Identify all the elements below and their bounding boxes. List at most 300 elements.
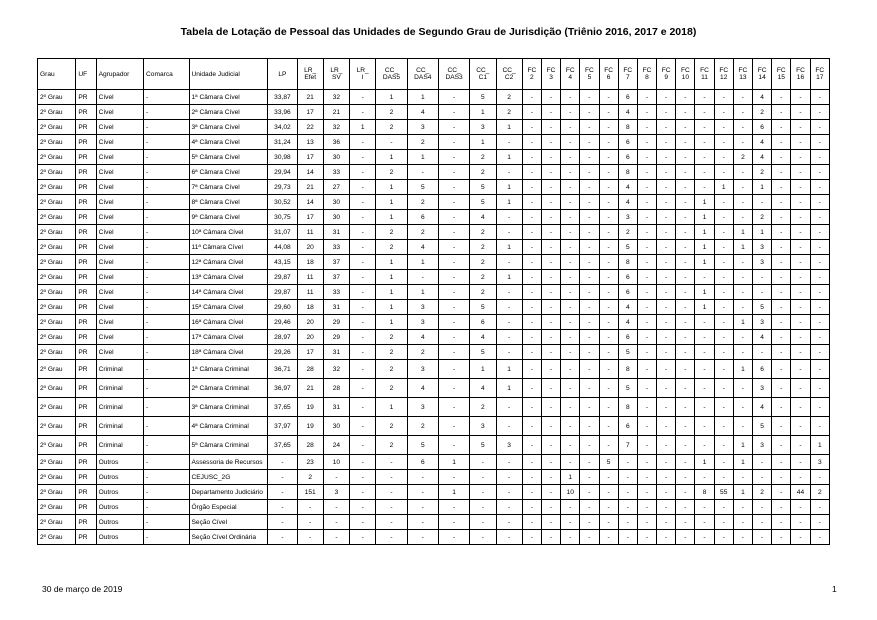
table-cell: -	[695, 120, 714, 135]
table-cell: 2	[753, 105, 772, 120]
table-cell: -	[810, 135, 829, 150]
column-header	[522, 59, 541, 90]
table-cell: 5	[407, 436, 438, 455]
table-cell: -	[522, 417, 541, 436]
table-cell: 1	[695, 255, 714, 270]
table-cell: 1	[695, 285, 714, 300]
table-cell: -	[637, 515, 656, 530]
table-cell: 31,07	[268, 225, 297, 240]
table-cell: 32	[323, 120, 349, 135]
table-cell: -	[810, 500, 829, 515]
table-cell: 3	[753, 240, 772, 255]
table-cell: -	[733, 470, 752, 485]
table-cell: -	[637, 345, 656, 360]
table-cell: -	[350, 455, 376, 470]
table-cell: 29	[323, 315, 349, 330]
table-cell: 1	[407, 285, 438, 300]
table-cell: PR	[76, 530, 96, 545]
table-cell: -	[350, 180, 376, 195]
table-cell: 17	[297, 345, 323, 360]
table-cell: -	[376, 500, 407, 515]
table-cell: 5	[470, 345, 496, 360]
table-cell: -	[350, 210, 376, 225]
table-cell: -	[561, 90, 580, 105]
table-cell: -	[496, 135, 522, 150]
table-cell: -	[676, 180, 695, 195]
table-cell: 5	[618, 345, 637, 360]
column-header-text: FC	[738, 67, 748, 74]
table-cell: -	[676, 300, 695, 315]
table-cell: 1	[496, 270, 522, 285]
table-cell: PR	[76, 150, 96, 165]
table-cell: -	[522, 180, 541, 195]
table-cell: PR	[76, 485, 96, 500]
table-cell: PR	[76, 195, 96, 210]
table-cell: -	[438, 436, 469, 455]
table-cell: -	[350, 417, 376, 436]
column-header-text: FC	[661, 67, 671, 74]
column-header	[38, 59, 76, 90]
table-cell: 2	[470, 270, 496, 285]
table-cell: -	[714, 150, 733, 165]
table-cell: -	[350, 255, 376, 270]
column-header-text: FC	[757, 67, 767, 74]
table-cell: -	[268, 515, 297, 530]
table-cell: 6	[618, 150, 637, 165]
table-cell: 2º Grau	[38, 180, 76, 195]
table-cell: -	[810, 270, 829, 285]
table-cell: 1	[438, 455, 469, 470]
table-cell: 1	[733, 485, 752, 500]
table-cell: -	[637, 455, 656, 470]
table-cell: 44,08	[268, 240, 297, 255]
table-cell: -	[541, 398, 560, 417]
table-cell: -	[714, 515, 733, 530]
table-cell: 30	[323, 210, 349, 225]
table-cell: -	[438, 315, 469, 330]
table-cell: 8	[618, 120, 637, 135]
table-row	[38, 270, 830, 285]
table-cell: -	[350, 90, 376, 105]
table-cell: 3	[407, 315, 438, 330]
table-cell: -	[714, 255, 733, 270]
table-cell: 5	[407, 180, 438, 195]
table-cell: 33	[323, 165, 349, 180]
table-cell: -	[541, 150, 560, 165]
table-cell: -	[791, 436, 810, 455]
table-cell: -	[561, 515, 580, 530]
column-header-text: FC	[623, 67, 633, 74]
table-cell: 6	[618, 417, 637, 436]
table-cell: 29,73	[268, 180, 297, 195]
table-cell: -	[350, 105, 376, 120]
table-cell: 5	[753, 300, 772, 315]
table-cell: 2º Grau	[38, 398, 76, 417]
table-cell: 2º Grau	[38, 345, 76, 360]
table-cell: 2	[496, 90, 522, 105]
table-cell: -	[144, 135, 189, 150]
table-cell: -	[522, 300, 541, 315]
table-cell: -	[144, 515, 189, 530]
table-cell: -	[810, 345, 829, 360]
column-header-text: Unidade Judicial	[191, 70, 240, 78]
table-cell: 5	[618, 240, 637, 255]
table-cell: -	[714, 315, 733, 330]
table-row	[38, 500, 830, 515]
column-header-text: FC	[815, 67, 825, 74]
column-header-text: 14	[758, 74, 766, 81]
table-cell: 1	[733, 360, 752, 379]
table-cell: -	[676, 345, 695, 360]
table-cell: 4	[470, 379, 496, 398]
table-cell: -	[599, 398, 618, 417]
table-cell: 10	[561, 485, 580, 500]
table-cell: -	[791, 180, 810, 195]
table-cell: 30	[323, 195, 349, 210]
table-cell: 6	[407, 455, 438, 470]
table-cell: 5ª Câmara Cível	[189, 150, 268, 165]
table-cell: -	[714, 195, 733, 210]
table-cell: -	[657, 90, 676, 105]
table-cell: 37,65	[268, 436, 297, 455]
table-cell: 1	[376, 315, 407, 330]
table-cell: -	[676, 330, 695, 345]
table-cell: -	[791, 330, 810, 345]
column-header-text: FC	[776, 67, 786, 74]
table-cell: -	[144, 285, 189, 300]
table-cell: PR	[76, 225, 96, 240]
table-cell: -	[350, 270, 376, 285]
table-cell: -	[657, 150, 676, 165]
table-cell: 4ª Câmara Criminal	[189, 417, 268, 436]
table-cell: -	[522, 150, 541, 165]
table-cell: -	[599, 500, 618, 515]
table-cell: -	[733, 379, 752, 398]
table-cell: -	[541, 315, 560, 330]
table-cell: -	[714, 470, 733, 485]
table-cell: -	[657, 300, 676, 315]
table-cell: -	[733, 180, 752, 195]
table-cell: 2ª Câmara Cível	[189, 105, 268, 120]
table-cell: -	[676, 105, 695, 120]
table-cell: -	[753, 195, 772, 210]
table-cell: 1	[695, 300, 714, 315]
table-cell: 1	[407, 90, 438, 105]
table-cell: 1	[733, 315, 752, 330]
table-cell: -	[695, 180, 714, 195]
table-cell: -	[438, 135, 469, 150]
table-cell: -	[791, 270, 810, 285]
table-cell: 1	[376, 180, 407, 195]
table-cell: 6	[753, 360, 772, 379]
table-cell: -	[791, 417, 810, 436]
table-cell: -	[810, 210, 829, 225]
table-cell: -	[350, 225, 376, 240]
table-cell: -	[144, 330, 189, 345]
table-cell: 5	[470, 300, 496, 315]
table-cell: -	[144, 90, 189, 105]
table-cell: 2º Grau	[38, 515, 76, 530]
table-cell: -	[350, 150, 376, 165]
table-cell: 31	[323, 300, 349, 315]
table-cell: 36,71	[268, 360, 297, 379]
footer-date: 30 de março de 2019	[42, 584, 123, 594]
table-cell: 8	[618, 398, 637, 417]
table-cell: 2	[407, 195, 438, 210]
table-cell: -	[561, 330, 580, 345]
table-cell: -	[522, 240, 541, 255]
table-cell: -	[144, 240, 189, 255]
table-cell: Criminal	[96, 436, 143, 455]
table-cell: -	[541, 135, 560, 150]
table-cell: -	[496, 398, 522, 417]
table-cell: -	[522, 195, 541, 210]
table-cell: 2º Grau	[38, 120, 76, 135]
column-header-text: C1	[478, 74, 488, 81]
table-cell: 2	[376, 225, 407, 240]
table-cell: -	[561, 530, 580, 545]
column-header-text: FC	[585, 67, 594, 74]
table-cell: 14	[297, 195, 323, 210]
table-cell: -	[376, 470, 407, 485]
table-cell: -	[144, 455, 189, 470]
table-cell: 2º Grau	[38, 210, 76, 225]
table-cell: 2º Grau	[38, 330, 76, 345]
table-cell: 1	[496, 360, 522, 379]
table-cell: -	[695, 90, 714, 105]
table-cell: -	[599, 150, 618, 165]
table-cell: 2ª Câmara Criminal	[189, 379, 268, 398]
table-cell: -	[676, 515, 695, 530]
table-cell: -	[657, 195, 676, 210]
column-header-text: 15	[777, 74, 785, 81]
table-cell: Cível	[96, 315, 143, 330]
table-cell: -	[541, 515, 560, 530]
table-cell: -	[772, 255, 791, 270]
table-cell: -	[810, 105, 829, 120]
table-cell: -	[522, 470, 541, 485]
column-header-text: 17	[816, 74, 824, 81]
table-cell: -	[791, 379, 810, 398]
table-cell: Cível	[96, 330, 143, 345]
table-cell: 2	[753, 210, 772, 225]
table-cell: -	[657, 285, 676, 300]
table-cell: 1	[438, 485, 469, 500]
table-cell: -	[496, 330, 522, 345]
header-row	[38, 59, 830, 90]
table-cell: -	[657, 417, 676, 436]
table-cell: -	[618, 455, 637, 470]
table-cell: 2	[376, 379, 407, 398]
table-cell: -	[599, 470, 618, 485]
table-cell: -	[733, 210, 752, 225]
table-cell: -	[541, 436, 560, 455]
table-cell: 30,75	[268, 210, 297, 225]
table-cell: 44	[791, 485, 810, 500]
table-cell: -	[714, 330, 733, 345]
table-cell: 1ª Câmara Cível	[189, 90, 268, 105]
table-cell: -	[695, 360, 714, 379]
table-cell: 1ª Câmara Criminal	[189, 360, 268, 379]
table-cell: -	[561, 436, 580, 455]
table-cell: -	[496, 485, 522, 500]
table-cell: -	[599, 210, 618, 225]
table-row	[38, 436, 830, 455]
table-cell: -	[791, 530, 810, 545]
table-cell: 8ª Câmara Cível	[189, 195, 268, 210]
column-header	[599, 59, 618, 90]
table-cell: -	[438, 360, 469, 379]
table-cell: -	[657, 105, 676, 120]
table-cell: Cível	[96, 90, 143, 105]
table-cell: -	[561, 195, 580, 210]
table-cell: -	[580, 210, 599, 225]
column-header	[541, 59, 560, 90]
table-cell: 17	[297, 150, 323, 165]
table-cell: -	[522, 315, 541, 330]
table-cell: -	[522, 515, 541, 530]
table-cell: -	[810, 90, 829, 105]
table-cell: -	[637, 436, 656, 455]
table-cell: -	[695, 105, 714, 120]
table-cell: -	[791, 315, 810, 330]
table-cell: 30,52	[268, 195, 297, 210]
table-cell: -	[772, 417, 791, 436]
table-cell: -	[376, 485, 407, 500]
table-cell: 55	[714, 485, 733, 500]
column-header-text: LR_	[356, 67, 369, 74]
column-header-text: 6	[606, 74, 611, 81]
table-cell: -	[470, 530, 496, 545]
table-cell: -	[580, 270, 599, 285]
table-cell: -	[676, 530, 695, 545]
table-cell: Outros	[96, 485, 143, 500]
column-header-text: 3	[549, 74, 553, 81]
table-cell: 2º Grau	[38, 315, 76, 330]
table-cell: 20	[297, 330, 323, 345]
table-cell: -	[695, 436, 714, 455]
table-cell: -	[695, 150, 714, 165]
table-cell: -	[580, 345, 599, 360]
table-cell: -	[637, 135, 656, 150]
column-header-text: FC	[700, 67, 709, 74]
table-cell: Outros	[96, 470, 143, 485]
table-cell: 2º Grau	[38, 485, 76, 500]
table-cell: -	[522, 225, 541, 240]
table-cell: 2º Grau	[38, 436, 76, 455]
table-cell: -	[599, 300, 618, 315]
table-cell: 29,87	[268, 285, 297, 300]
column-header	[189, 59, 268, 90]
column-header	[96, 59, 143, 90]
table-row	[38, 180, 830, 195]
table-cell: -	[580, 417, 599, 436]
table-cell: -	[772, 180, 791, 195]
table-cell: 17	[297, 210, 323, 225]
table-cell: -	[438, 240, 469, 255]
table-cell: 6	[753, 120, 772, 135]
table-cell: -	[714, 436, 733, 455]
table-cell: -	[657, 120, 676, 135]
table-cell: -	[522, 105, 541, 120]
table-cell: -	[695, 330, 714, 345]
table-cell: -	[297, 530, 323, 545]
table-cell: 3	[753, 379, 772, 398]
table-cell: -	[676, 195, 695, 210]
table-cell: -	[676, 398, 695, 417]
table-cell: -	[438, 300, 469, 315]
table-cell: -	[268, 530, 297, 545]
table-cell: -	[599, 330, 618, 345]
table-cell: 2º Grau	[38, 300, 76, 315]
table-cell: 24	[323, 436, 349, 455]
table-cell: 8	[695, 485, 714, 500]
table-cell: -	[599, 315, 618, 330]
table-cell: PR	[76, 165, 96, 180]
table-cell: 2	[376, 360, 407, 379]
table-cell: -	[376, 530, 407, 545]
table-cell: -	[541, 165, 560, 180]
table-cell: -	[522, 360, 541, 379]
table-cell: 28,97	[268, 330, 297, 345]
table-cell: -	[791, 195, 810, 210]
table-cell: -	[599, 225, 618, 240]
table-cell: -	[657, 225, 676, 240]
table-cell: Cível	[96, 180, 143, 195]
table-cell: -	[810, 150, 829, 165]
table-cell: -	[791, 470, 810, 485]
table-cell: -	[695, 417, 714, 436]
table-row	[38, 417, 830, 436]
table-row	[38, 455, 830, 470]
table-cell: PR	[76, 345, 96, 360]
table-cell: 5	[618, 379, 637, 398]
table-cell: 2º Grau	[38, 379, 76, 398]
table-cell: -	[599, 105, 618, 120]
table-cell: 151	[297, 485, 323, 500]
table-cell: 2º Grau	[38, 195, 76, 210]
table-row	[38, 300, 830, 315]
table-cell: -	[350, 360, 376, 379]
column-header-text: FC	[719, 67, 729, 74]
table-cell: 27	[323, 180, 349, 195]
table-cell: 6	[618, 270, 637, 285]
table-cell: -	[350, 436, 376, 455]
table-cell: 1	[496, 150, 522, 165]
column-header-text: 16	[796, 74, 805, 81]
table-cell: -	[541, 417, 560, 436]
table-cell: 29,94	[268, 165, 297, 180]
table-cell: 37,97	[268, 417, 297, 436]
table-cell: 1	[695, 240, 714, 255]
table-cell: 13	[297, 135, 323, 150]
table-cell: -	[753, 515, 772, 530]
table-cell: -	[637, 300, 656, 315]
column-header	[753, 59, 772, 90]
table-cell: PR	[76, 436, 96, 455]
table-cell: -	[470, 500, 496, 515]
table-cell: -	[618, 470, 637, 485]
table-cell: -	[438, 150, 469, 165]
table-cell: -	[810, 379, 829, 398]
table-cell: -	[438, 515, 469, 530]
table-cell: -	[522, 255, 541, 270]
table-cell: -	[733, 105, 752, 120]
table-cell: Cível	[96, 165, 143, 180]
table-cell: -	[561, 398, 580, 417]
column-header	[376, 59, 407, 90]
table-cell: -	[496, 285, 522, 300]
